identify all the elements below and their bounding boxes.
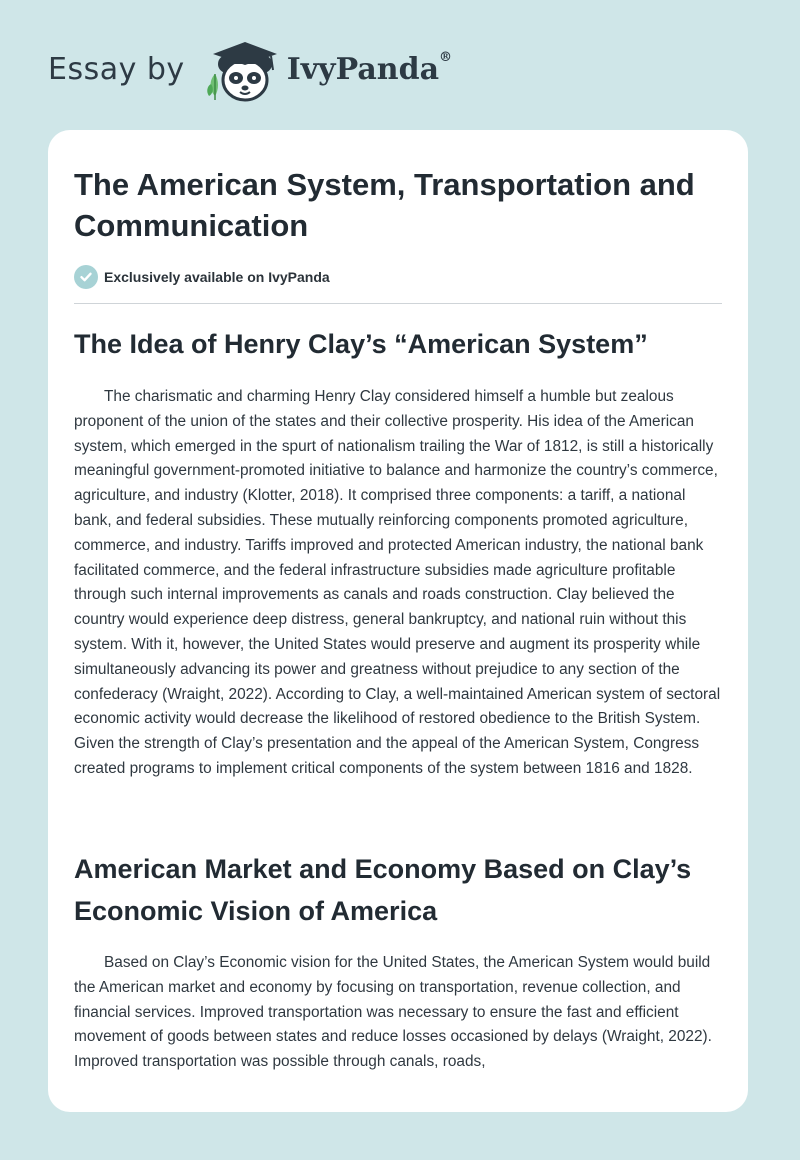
exclusive-badge-text: Exclusively available on IvyPanda: [104, 269, 330, 285]
section-paragraph: Based on Clay’s Economic vision for the United States, the American System would build the American market and economy by focusing on transportation, revenue collection, and financial services. Improved transportation was necessary to ensure the fast and efficient movement of goods between states and reduce losses occasioned by delays (Wraight, 2022). Improved transportation was possible through canals, roads,: [74, 954, 712, 1071]
check-circle-icon: [74, 265, 98, 289]
exclusive-badge: [74, 264, 330, 290]
site-header: [48, 34, 452, 106]
essay-card: [48, 130, 748, 1112]
section-paragraph: The charismatic and charming Henry Clay considered himself a humble but zealous proponent of the union of the states and their collective prosperity. His idea of the American system, which emerged in the spurt of nationalism trailing the War of 1812, is still a historically meaningful government-promoted initiative to balance and harmonize the country’s commerce, agriculture, and industry (Klotter, 2018). It comprised three components: a tariff, a national bank, and federal subsidies. These mutually reinforcing components promoted agriculture, commerce, and industry. Tariffs improved and protected American industry, the national bank facilitated commerce, and the federal infrastructure subsidies made agriculture profitable through such internal improvements as canals and roads construction. Clay believed the country would experience deep distress, general bankruptcy, and national ruin without this system. With it, however, the United States would preserve and augment its prosperity while simultaneously advancing its power and greatness without prejudice to any section of the confederacy (Wraight, 2022). According to Clay, a well-maintained American system of sectoral economic activity would decrease the likelihood of restored obedience to the British System. Given the strength of Clay’s presentation and the appeal of the American System, Congress created programs to implement critical components of the system between 1816 and 1828.: [74, 388, 721, 777]
section-heading: American Market and Economy Based on Clay’s Economic Vision of America: [74, 854, 692, 926]
page-title: The American System, Transportation and Communication: [74, 167, 695, 243]
brand-name[interactable]: IvyPanda®: [286, 50, 453, 87]
divider: [74, 303, 722, 304]
essay-by-label: Essay by: [48, 52, 185, 87]
registered-mark: ®: [439, 50, 453, 65]
section-heading: The Idea of Henry Clay’s “American System”: [74, 329, 648, 359]
panda-graduate-logo-icon[interactable]: [201, 34, 285, 106]
